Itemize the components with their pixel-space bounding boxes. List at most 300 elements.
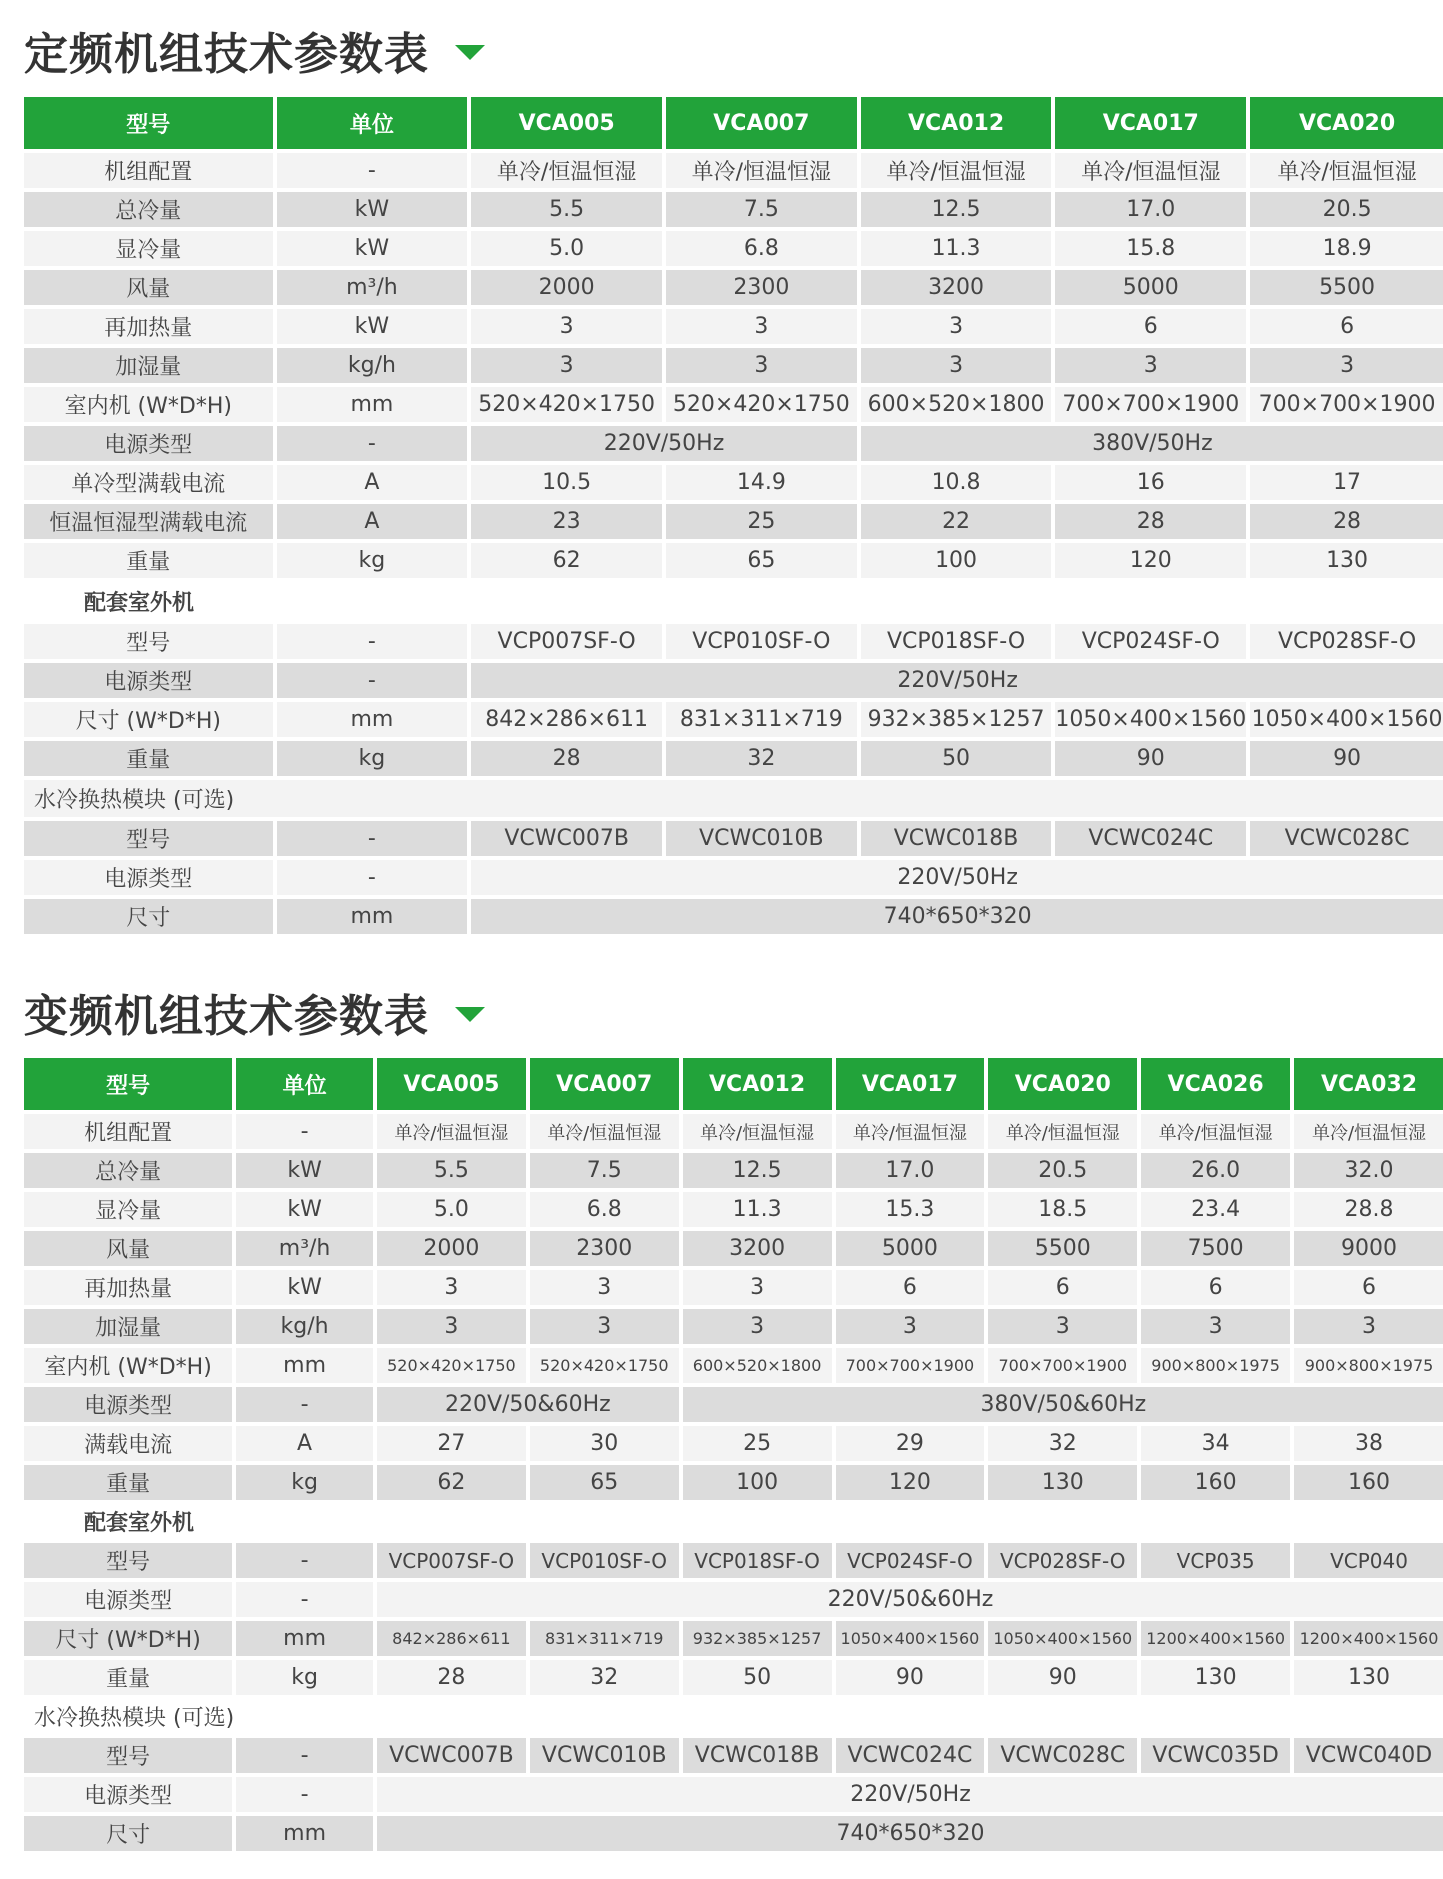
row-label: 显冷量 [24, 231, 273, 266]
cell: VCWC024C [1055, 821, 1246, 856]
cell: 1050×400×1560 [1055, 702, 1246, 737]
cell: 30 [530, 1426, 679, 1461]
cell: VCP024SF-O [1055, 624, 1246, 659]
cell: VCP007SF-O [471, 624, 662, 659]
cell: 220V/50Hz [377, 1777, 1443, 1812]
cell: 220V/50&60Hz [377, 1387, 679, 1422]
row-unit: A [277, 465, 468, 500]
inverter-title: 变频机组技术参数表 [24, 980, 485, 1044]
cell: VCP024SF-O [836, 1543, 985, 1578]
table-row [24, 1660, 1443, 1695]
header-cell: 单位 [277, 97, 468, 149]
cell: 100 [861, 543, 1052, 578]
cell: 9000 [1294, 1231, 1443, 1266]
cell: 220V/50Hz [471, 426, 856, 461]
row-unit: m³/h [277, 270, 468, 305]
header-cell: VCA020 [988, 1058, 1137, 1110]
cell: 831×311×719 [666, 702, 857, 737]
row-unit: mm [277, 387, 468, 422]
row-label: 型号 [24, 1543, 232, 1578]
header-cell: VCA005 [377, 1058, 526, 1110]
row-label: 电源类型 [24, 1777, 232, 1812]
cell: 6 [988, 1270, 1137, 1305]
cell: 3 [377, 1270, 526, 1305]
cell: 17.0 [1055, 192, 1246, 227]
cell: 7.5 [666, 192, 857, 227]
cell: 25 [666, 504, 857, 539]
cell: 32 [530, 1660, 679, 1695]
cell: 12.5 [861, 192, 1052, 227]
row-unit: A [277, 504, 468, 539]
cell: 23 [471, 504, 662, 539]
row-label: 满载电流 [24, 1426, 232, 1461]
cell: 1200×400×1560 [1294, 1621, 1443, 1656]
table-row [24, 1348, 1443, 1383]
cell: 6.8 [530, 1192, 679, 1227]
row-label: 总冷量 [24, 1153, 232, 1188]
row-label: 再加热量 [24, 1270, 232, 1305]
cell: VCP010SF-O [530, 1543, 679, 1578]
fixed-title: 定频机组技术参数表 [24, 18, 485, 82]
header-cell: VCA026 [1141, 1058, 1290, 1110]
cell: 单冷/恒温恒湿 [530, 1114, 679, 1149]
cell: 34 [1141, 1426, 1290, 1461]
row-unit: kW [236, 1192, 373, 1227]
cell: 7.5 [530, 1153, 679, 1188]
cell: VCP018SF-O [861, 624, 1052, 659]
cell: 700×700×1900 [836, 1348, 985, 1383]
row-label: 型号 [24, 821, 273, 856]
table-row [24, 348, 1443, 383]
row-unit: - [236, 1582, 373, 1617]
cell: 17 [1250, 465, 1443, 500]
cell: 3200 [683, 1231, 832, 1266]
cell: 700×700×1900 [1055, 387, 1246, 422]
cell: 65 [666, 543, 857, 578]
cell: 32 [666, 741, 857, 776]
cell: 单冷/恒温恒湿 [377, 1114, 526, 1149]
cell: 17.0 [836, 1153, 985, 1188]
cell: 520×420×1750 [377, 1348, 526, 1383]
cell: 单冷/恒温恒湿 [861, 153, 1052, 188]
cell: 单冷/恒温恒湿 [1250, 153, 1443, 188]
cell: 90 [1055, 741, 1246, 776]
row-unit: - [236, 1738, 373, 1773]
cell: 932×385×1257 [861, 702, 1052, 737]
header-cell: 单位 [236, 1058, 373, 1110]
header-cell: VCA017 [836, 1058, 985, 1110]
cell: 3 [683, 1309, 832, 1344]
header-cell: 型号 [24, 97, 273, 149]
header-cell: VCA007 [530, 1058, 679, 1110]
cell: 380V/50&60Hz [683, 1387, 1443, 1422]
cell: 22 [861, 504, 1052, 539]
table-row [24, 1543, 1443, 1578]
cell: 380V/50Hz [861, 426, 1443, 461]
cell: VCWC007B [377, 1738, 526, 1773]
cell: 6.8 [666, 231, 857, 266]
table-row [24, 309, 1443, 344]
cell: 5.0 [471, 231, 662, 266]
row-unit: kW [277, 309, 468, 344]
row-unit: m³/h [236, 1231, 373, 1266]
cell: 单冷/恒温恒湿 [1055, 153, 1246, 188]
table-row [24, 1777, 1443, 1812]
cell: 740*650*320 [471, 899, 1443, 934]
cell: 100 [683, 1465, 832, 1500]
cell: 单冷/恒温恒湿 [988, 1114, 1137, 1149]
section-title: 配套室外机 [24, 1504, 1443, 1539]
row-label: 总冷量 [24, 192, 273, 227]
cell: 12.5 [683, 1153, 832, 1188]
cell: 单冷/恒温恒湿 [836, 1114, 985, 1149]
cell: 831×311×719 [530, 1621, 679, 1656]
row-unit: kg [277, 543, 468, 578]
cell: 23.4 [1141, 1192, 1290, 1227]
cell: 3 [471, 348, 662, 383]
row-label: 尺寸 (W*D*H) [24, 1621, 232, 1656]
cell: 10.5 [471, 465, 662, 500]
cell: 900×800×1975 [1141, 1348, 1290, 1383]
table-header-row [24, 97, 1443, 149]
cell: 1050×400×1560 [1250, 702, 1443, 737]
cell: 3 [1141, 1309, 1290, 1344]
table-row [24, 860, 1443, 895]
cell: 130 [1250, 543, 1443, 578]
row-unit: kW [236, 1270, 373, 1305]
row-unit: - [236, 1387, 373, 1422]
table-row [24, 1309, 1443, 1344]
cell: 3 [861, 348, 1052, 383]
cell: VCWC028C [1250, 821, 1443, 856]
cell: VCP035 [1141, 1543, 1290, 1578]
cell: 220V/50Hz [471, 663, 1443, 698]
chevron-down-icon[interactable] [455, 1007, 485, 1022]
table-row [24, 270, 1443, 305]
row-label: 重量 [24, 543, 273, 578]
cell: 38 [1294, 1426, 1443, 1461]
header-cell: VCA032 [1294, 1058, 1443, 1110]
header-cell: VCA005 [471, 97, 662, 149]
table-header-row [24, 1058, 1443, 1110]
table-row [24, 624, 1443, 659]
cell: 1200×400×1560 [1141, 1621, 1290, 1656]
table-row [24, 1621, 1443, 1656]
cell: 900×800×1975 [1294, 1348, 1443, 1383]
section-row [24, 582, 1443, 620]
cell: 25 [683, 1426, 832, 1461]
row-label: 尺寸 (W*D*H) [24, 702, 273, 737]
table-row [24, 1465, 1443, 1500]
table-row [24, 1426, 1443, 1461]
cell: 130 [988, 1465, 1137, 1500]
cell: 28 [1055, 504, 1246, 539]
header-cell: VCA012 [683, 1058, 832, 1110]
row-unit: A [236, 1426, 373, 1461]
cell: 2000 [377, 1231, 526, 1266]
cell: 62 [377, 1465, 526, 1500]
cell: 90 [1250, 741, 1443, 776]
cell: 520×420×1750 [530, 1348, 679, 1383]
cell: 120 [836, 1465, 985, 1500]
table-row [24, 504, 1443, 539]
table-row [24, 1153, 1443, 1188]
cell: 130 [1141, 1660, 1290, 1695]
cell: 16 [1055, 465, 1246, 500]
cell: VCWC010B [530, 1738, 679, 1773]
cell: VCWC018B [683, 1738, 832, 1773]
cell: VCWC028C [988, 1738, 1137, 1773]
cell: VCWC007B [471, 821, 662, 856]
row-unit: kW [277, 192, 468, 227]
cell: 600×520×1800 [683, 1348, 832, 1383]
table-row [24, 702, 1443, 737]
cell: 5.5 [377, 1153, 526, 1188]
row-unit: kg [277, 741, 468, 776]
row-label: 电源类型 [24, 1582, 232, 1617]
row-label: 型号 [24, 624, 273, 659]
cell: 3 [377, 1309, 526, 1344]
cell: 5.5 [471, 192, 662, 227]
row-label: 单冷型满载电流 [24, 465, 273, 500]
table-row [24, 1387, 1443, 1422]
row-unit: kg [236, 1660, 373, 1695]
cell: VCWC018B [861, 821, 1052, 856]
cell: 160 [1141, 1465, 1290, 1500]
row-unit: kW [236, 1153, 373, 1188]
table-row [24, 741, 1443, 776]
cell: 6 [1141, 1270, 1290, 1305]
section-row [24, 780, 1443, 817]
row-unit: mm [236, 1816, 373, 1851]
cell: 842×286×611 [471, 702, 662, 737]
row-label: 机组配置 [24, 1114, 232, 1149]
row-unit: kg [236, 1465, 373, 1500]
cell: 1050×400×1560 [988, 1621, 1137, 1656]
cell: 50 [683, 1660, 832, 1695]
cell: 6 [1294, 1270, 1443, 1305]
table-row [24, 821, 1443, 856]
cell: VCP028SF-O [1250, 624, 1443, 659]
row-label: 电源类型 [24, 860, 273, 895]
row-unit: - [277, 860, 468, 895]
table-row [24, 387, 1443, 422]
row-label: 室内机 (W*D*H) [24, 1348, 232, 1383]
cell: 32.0 [1294, 1153, 1443, 1188]
row-unit: - [277, 426, 468, 461]
cell: 15.3 [836, 1192, 985, 1227]
row-label: 风量 [24, 270, 273, 305]
chevron-down-icon[interactable] [455, 45, 485, 60]
cell: 5500 [1250, 270, 1443, 305]
row-unit: - [277, 663, 468, 698]
row-unit: kg/h [236, 1309, 373, 1344]
section-title: 水冷换热模块 (可选) [24, 780, 1443, 817]
table-row [24, 1738, 1443, 1773]
cell: 3 [861, 309, 1052, 344]
section-row [24, 1699, 1443, 1734]
cell: 700×700×1900 [988, 1348, 1137, 1383]
table-row [24, 1114, 1443, 1149]
cell: 单冷/恒温恒湿 [471, 153, 662, 188]
cell: 3 [471, 309, 662, 344]
section-row [24, 1504, 1443, 1539]
cell: 50 [861, 741, 1052, 776]
row-label: 显冷量 [24, 1192, 232, 1227]
row-unit: mm [277, 899, 468, 934]
row-unit: kW [277, 231, 468, 266]
cell: 62 [471, 543, 662, 578]
row-unit: mm [277, 702, 468, 737]
cell: 90 [988, 1660, 1137, 1695]
row-label: 型号 [24, 1738, 232, 1773]
row-label: 重量 [24, 1660, 232, 1695]
cell: 20.5 [988, 1153, 1137, 1188]
cell: 27 [377, 1426, 526, 1461]
cell: 7500 [1141, 1231, 1290, 1266]
row-label: 重量 [24, 741, 273, 776]
row-unit: mm [236, 1621, 373, 1656]
cell: 单冷/恒温恒湿 [1294, 1114, 1443, 1149]
table-row [24, 465, 1443, 500]
cell: VCWC024C [836, 1738, 985, 1773]
row-unit: - [277, 153, 468, 188]
cell: 3 [1055, 348, 1246, 383]
cell: VCP028SF-O [988, 1543, 1137, 1578]
cell: 10.8 [861, 465, 1052, 500]
cell: 130 [1294, 1660, 1443, 1695]
header-cell: VCA007 [666, 97, 857, 149]
cell: 18.5 [988, 1192, 1137, 1227]
section-title: 配套室外机 [24, 582, 1443, 620]
table-row [24, 899, 1443, 934]
row-unit: - [277, 821, 468, 856]
cell: 160 [1294, 1465, 1443, 1500]
cell: 932×385×1257 [683, 1621, 832, 1656]
row-label: 电源类型 [24, 426, 273, 461]
table-row [24, 1192, 1443, 1227]
cell: 6 [836, 1270, 985, 1305]
row-label: 室内机 (W*D*H) [24, 387, 273, 422]
cell: 3 [836, 1309, 985, 1344]
cell: 65 [530, 1465, 679, 1500]
table-row [24, 1816, 1443, 1851]
cell: 5500 [988, 1231, 1137, 1266]
row-label: 风量 [24, 1231, 232, 1266]
cell: 3 [1294, 1309, 1443, 1344]
row-label: 加湿量 [24, 1309, 232, 1344]
cell: 32 [988, 1426, 1137, 1461]
cell: VCWC035D [1141, 1738, 1290, 1773]
cell: 14.9 [666, 465, 857, 500]
table-row [24, 153, 1443, 188]
cell: 120 [1055, 543, 1246, 578]
cell: VCP007SF-O [377, 1543, 526, 1578]
row-label: 加湿量 [24, 348, 273, 383]
row-label: 尺寸 [24, 1816, 232, 1851]
row-unit: mm [236, 1348, 373, 1383]
row-label: 电源类型 [24, 1387, 232, 1422]
cell: 3 [530, 1270, 679, 1305]
inverter-spec-table [20, 1054, 1443, 1855]
cell: VCWC010B [666, 821, 857, 856]
row-label: 重量 [24, 1465, 232, 1500]
header-cell: VCA012 [861, 97, 1052, 149]
table-row [24, 192, 1443, 227]
cell: 1050×400×1560 [836, 1621, 985, 1656]
cell: 28 [471, 741, 662, 776]
row-label: 机组配置 [24, 153, 273, 188]
cell: 5000 [836, 1231, 985, 1266]
cell: 6 [1250, 309, 1443, 344]
cell: 单冷/恒温恒湿 [683, 1114, 832, 1149]
cell: 3 [666, 309, 857, 344]
cell: 3 [530, 1309, 679, 1344]
cell: 2300 [530, 1231, 679, 1266]
cell: 3 [988, 1309, 1137, 1344]
cell: 3 [683, 1270, 832, 1305]
cell: 2000 [471, 270, 662, 305]
cell: 700×700×1900 [1250, 387, 1443, 422]
header-cell: VCA020 [1250, 97, 1443, 149]
cell: 90 [836, 1660, 985, 1695]
cell: 29 [836, 1426, 985, 1461]
cell: 5000 [1055, 270, 1246, 305]
cell: 18.9 [1250, 231, 1443, 266]
row-unit: - [236, 1777, 373, 1812]
cell: 26.0 [1141, 1153, 1290, 1188]
cell: 600×520×1800 [861, 387, 1052, 422]
cell: 28.8 [1294, 1192, 1443, 1227]
row-label: 再加热量 [24, 309, 273, 344]
cell: 220V/50&60Hz [377, 1582, 1443, 1617]
table-row [24, 663, 1443, 698]
cell: 单冷/恒温恒湿 [666, 153, 857, 188]
cell: 11.3 [861, 231, 1052, 266]
row-label: 恒温恒湿型满载电流 [24, 504, 273, 539]
table-row [24, 1231, 1443, 1266]
cell: 20.5 [1250, 192, 1443, 227]
cell: 2300 [666, 270, 857, 305]
cell: VCWC040D [1294, 1738, 1443, 1773]
cell: VCP040 [1294, 1543, 1443, 1578]
row-label: 尺寸 [24, 899, 273, 934]
cell: 740*650*320 [377, 1816, 1443, 1851]
row-label: 电源类型 [24, 663, 273, 698]
section-title: 水冷换热模块 (可选) [24, 1699, 1443, 1734]
row-unit: - [236, 1543, 373, 1578]
cell: 28 [377, 1660, 526, 1695]
row-unit: - [277, 624, 468, 659]
cell: 单冷/恒温恒湿 [1141, 1114, 1290, 1149]
table-row [24, 426, 1443, 461]
header-cell: VCA017 [1055, 97, 1246, 149]
table-row [24, 1582, 1443, 1617]
table-row [24, 231, 1443, 266]
row-unit: - [236, 1114, 373, 1149]
cell: 15.8 [1055, 231, 1246, 266]
cell: 842×286×611 [377, 1621, 526, 1656]
fixed-spec-table [20, 93, 1443, 938]
cell: VCP018SF-O [683, 1543, 832, 1578]
cell: 5.0 [377, 1192, 526, 1227]
cell: 220V/50Hz [471, 860, 1443, 895]
cell: 3 [1250, 348, 1443, 383]
cell: 520×420×1750 [666, 387, 857, 422]
cell: 11.3 [683, 1192, 832, 1227]
cell: 3 [666, 348, 857, 383]
cell: 520×420×1750 [471, 387, 662, 422]
